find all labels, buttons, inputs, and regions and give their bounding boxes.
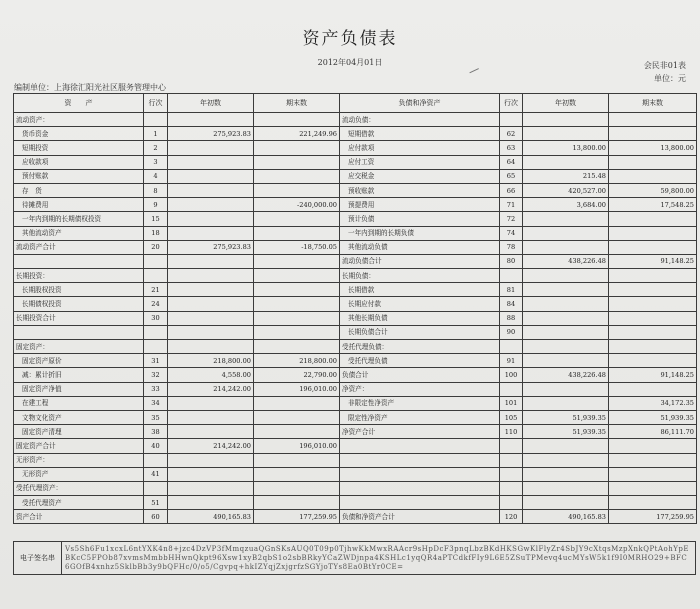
asset-row-no-cell: 30 (144, 311, 168, 325)
asset-end-cell: -18,750.05 (254, 240, 340, 254)
asset-begin-cell (168, 169, 254, 183)
asset-begin-cell (168, 183, 254, 197)
asset-row-no-cell: 8 (144, 183, 168, 197)
table-row (14, 510, 697, 524)
liability-row-no-cell: 81 (500, 283, 523, 297)
table-row (14, 354, 697, 368)
asset-end-cell (254, 113, 340, 127)
asset-end-cell (254, 297, 340, 311)
liability-row-no-cell: 62 (500, 127, 523, 141)
asset-begin-cell (168, 467, 254, 481)
liability-begin-cell (523, 354, 609, 368)
asset-begin-cell (168, 141, 254, 155)
asset-end-cell: 221,249.96 (254, 127, 340, 141)
liability-row-no-cell: 78 (500, 240, 523, 254)
asset-item-cell: 文物文化资产 (14, 410, 144, 424)
asset-item-cell: 资产合计 (14, 510, 144, 524)
liability-begin-cell (523, 453, 609, 467)
liability-row-no-cell: 91 (500, 354, 523, 368)
signature-table (13, 541, 696, 575)
liability-end-cell (609, 382, 697, 396)
table-row (14, 113, 697, 127)
asset-row-no-cell: 21 (144, 283, 168, 297)
asset-item-cell: 应收款项 (14, 155, 144, 169)
table-row (14, 141, 697, 155)
liability-item-cell (340, 467, 500, 481)
liability-row-no-cell (500, 113, 523, 127)
liability-row-no-cell: 63 (500, 141, 523, 155)
asset-row-no-cell: 60 (144, 510, 168, 524)
liability-row-no-cell: 110 (500, 425, 523, 439)
asset-row-no-cell: 4 (144, 169, 168, 183)
liability-end-cell (609, 481, 697, 495)
liability-begin-cell (523, 481, 609, 495)
liability-begin-cell: 438,226.48 (523, 368, 609, 382)
asset-end-cell (254, 340, 340, 354)
asset-row-no-cell (144, 325, 168, 339)
liability-row-no-cell: 100 (500, 368, 523, 382)
liability-end-cell (609, 340, 697, 354)
asset-row-no-cell (144, 269, 168, 283)
asset-item-cell: 减：累计折旧 (14, 368, 144, 382)
liability-row-no-cell (500, 481, 523, 495)
liability-end-cell (609, 127, 697, 141)
asset-row-no-cell: 51 (144, 496, 168, 510)
table-row (14, 212, 697, 226)
liability-end-cell (609, 297, 697, 311)
liability-row-no-cell: 64 (500, 155, 523, 169)
liability-end-cell: 17,548.25 (609, 198, 697, 212)
header-liabilities: 负债和净资产 (340, 94, 500, 113)
asset-item-cell: 长期股权投资 (14, 283, 144, 297)
asset-end-cell (254, 212, 340, 226)
asset-end-cell (254, 325, 340, 339)
liability-begin-cell (523, 496, 609, 510)
asset-begin-cell (168, 496, 254, 510)
liability-item-cell: 流动负债： (340, 113, 500, 127)
liability-row-no-cell (500, 269, 523, 283)
asset-begin-cell (168, 269, 254, 283)
asset-row-no-cell (144, 113, 168, 127)
table-row (14, 155, 697, 169)
liability-item-cell: 其他流动负债 (340, 240, 500, 254)
liability-item-cell: 应付工资 (340, 155, 500, 169)
liability-item-cell: 预提费用 (340, 198, 500, 212)
asset-begin-cell (168, 155, 254, 169)
asset-begin-cell (168, 311, 254, 325)
asset-row-no-cell: 2 (144, 141, 168, 155)
liability-item-cell: 长期应付款 (340, 297, 500, 311)
liability-row-no-cell (500, 439, 523, 453)
asset-row-no-cell (144, 453, 168, 467)
liability-end-cell: 51,939.35 (609, 410, 697, 424)
table-row (14, 425, 697, 439)
table-row (14, 198, 697, 212)
liability-end-cell: 86,111.70 (609, 425, 697, 439)
asset-begin-cell (168, 198, 254, 212)
asset-item-cell: 固定资产原价 (14, 354, 144, 368)
liability-item-cell: 净资产： (340, 382, 500, 396)
asset-item-cell: 固定资产合计 (14, 439, 144, 453)
balance-sheet-table (13, 93, 697, 524)
asset-item-cell: 长期投资： (14, 269, 144, 283)
liability-item-cell: 负债合计 (340, 368, 500, 382)
asset-item-cell: 在建工程 (14, 396, 144, 410)
table-row (14, 297, 697, 311)
header-end-left: 期末数 (254, 94, 340, 113)
asset-item-cell: 受托代理资产： (14, 481, 144, 495)
asset-item-cell: 长期投资合计 (14, 311, 144, 325)
liability-item-cell (340, 453, 500, 467)
liability-item-cell: 应付款项 (340, 141, 500, 155)
liability-row-no-cell (500, 453, 523, 467)
liability-item-cell: 负债和净资产合计 (340, 510, 500, 524)
asset-begin-cell: 275,923.83 (168, 127, 254, 141)
asset-end-cell: -240,000.00 (254, 198, 340, 212)
liability-begin-cell: 51,939.35 (523, 410, 609, 424)
liability-item-cell (340, 481, 500, 495)
liability-row-no-cell: 88 (500, 311, 523, 325)
table-row (14, 481, 697, 495)
asset-begin-cell (168, 425, 254, 439)
liability-begin-cell (523, 155, 609, 169)
asset-end-cell (254, 396, 340, 410)
asset-item-cell: 流动资产合计 (14, 240, 144, 254)
asset-item-cell: 货币资金 (14, 127, 144, 141)
asset-begin-cell (168, 283, 254, 297)
liability-begin-cell: 13,800.00 (523, 141, 609, 155)
liability-row-no-cell: 72 (500, 212, 523, 226)
asset-row-no-cell (144, 254, 168, 268)
liability-end-cell (609, 467, 697, 481)
table-row (14, 325, 697, 339)
liability-item-cell: 流动负债合计 (340, 254, 500, 268)
asset-item-cell: 存 货 (14, 183, 144, 197)
table-row (14, 439, 697, 453)
header-assets: 资 产 (14, 94, 144, 113)
asset-item-cell: 固定资产清理 (14, 425, 144, 439)
liability-item-cell: 长期负债： (340, 269, 500, 283)
asset-begin-cell (168, 297, 254, 311)
liability-end-cell (609, 354, 697, 368)
liability-end-cell: 34,172.35 (609, 396, 697, 410)
asset-item-cell: 短期投资 (14, 141, 144, 155)
liability-begin-cell (523, 325, 609, 339)
asset-end-cell: 177,259.95 (254, 510, 340, 524)
liability-row-no-cell: 74 (500, 226, 523, 240)
liability-row-no-cell (500, 340, 523, 354)
liability-item-cell: 长期负债合计 (340, 325, 500, 339)
asset-begin-cell: 214,242.00 (168, 439, 254, 453)
asset-row-no-cell: 34 (144, 396, 168, 410)
asset-item-cell: 受托代理资产 (14, 496, 144, 510)
asset-row-no-cell: 31 (144, 354, 168, 368)
liability-begin-cell (523, 467, 609, 481)
liability-row-no-cell: 84 (500, 297, 523, 311)
asset-begin-cell (168, 340, 254, 354)
asset-row-no-cell (144, 340, 168, 354)
liability-end-cell (609, 439, 697, 453)
liability-row-no-cell: 90 (500, 325, 523, 339)
table-row (14, 340, 697, 354)
liability-item-cell: 应交税金 (340, 169, 500, 183)
liability-item-cell: 长期借款 (340, 283, 500, 297)
table-row (14, 410, 697, 424)
asset-end-cell: 218,800.00 (254, 354, 340, 368)
liability-begin-cell (523, 439, 609, 453)
liability-end-cell: 177,259.95 (609, 510, 697, 524)
asset-begin-cell (168, 113, 254, 127)
asset-end-cell (254, 283, 340, 297)
table-row (14, 453, 697, 467)
liability-row-no-cell (500, 467, 523, 481)
liability-row-no-cell: 101 (500, 396, 523, 410)
document-title: 资产负债表 (302, 29, 398, 49)
liability-row-no-cell: 80 (500, 254, 523, 268)
asset-begin-cell (168, 410, 254, 424)
liability-row-no-cell: 65 (500, 169, 523, 183)
asset-row-no-cell: 35 (144, 410, 168, 424)
liability-end-cell (609, 212, 697, 226)
table-header-row (14, 94, 697, 113)
asset-row-no-cell: 18 (144, 226, 168, 240)
liability-begin-cell: 438,226.48 (523, 254, 609, 268)
liability-end-cell (609, 283, 697, 297)
asset-end-cell (254, 155, 340, 169)
header-begin-right: 年初数 (523, 94, 609, 113)
asset-item-cell: 无形资产 (14, 467, 144, 481)
liability-item-cell: 受托代理负债： (340, 340, 500, 354)
table-row (14, 226, 697, 240)
liability-end-cell (609, 240, 697, 254)
liability-end-cell (609, 169, 697, 183)
asset-row-no-cell: 1 (144, 127, 168, 141)
liability-begin-cell (523, 382, 609, 396)
liability-item-cell: 一年内到期的长期负债 (340, 226, 500, 240)
liability-item-cell: 其他长期负债 (340, 311, 500, 325)
liability-begin-cell (523, 311, 609, 325)
asset-end-cell (254, 453, 340, 467)
liability-item-cell: 预计负债 (340, 212, 500, 226)
liability-begin-cell (523, 283, 609, 297)
asset-begin-cell: 218,800.00 (168, 354, 254, 368)
liability-begin-cell (523, 226, 609, 240)
liability-end-cell: 91,148.25 (609, 368, 697, 382)
liability-end-cell (609, 311, 697, 325)
liability-begin-cell: 51,939.35 (523, 425, 609, 439)
liability-row-no-cell: 66 (500, 183, 523, 197)
asset-row-no-cell: 32 (144, 368, 168, 382)
liability-item-cell: 预收账款 (340, 183, 500, 197)
asset-end-cell (254, 226, 340, 240)
asset-begin-cell: 4,558.00 (168, 368, 254, 382)
header-row-no-left: 行次 (144, 94, 168, 113)
liability-end-cell (609, 325, 697, 339)
asset-item-cell: 流动资产： (14, 113, 144, 127)
liability-item-cell: 非限定性净资产 (340, 396, 500, 410)
table-row (14, 496, 697, 510)
liability-item-cell (340, 439, 500, 453)
asset-item-cell (14, 254, 144, 268)
asset-end-cell (254, 496, 340, 510)
table-row (14, 269, 697, 283)
asset-begin-cell (168, 453, 254, 467)
asset-row-no-cell: 38 (144, 425, 168, 439)
report-date: 2012年04月01日 (317, 58, 383, 67)
liability-begin-cell (523, 113, 609, 127)
liability-item-cell: 短期借款 (340, 127, 500, 141)
table-row (14, 127, 697, 141)
liability-row-no-cell (500, 382, 523, 396)
asset-row-no-cell: 24 (144, 297, 168, 311)
liability-begin-cell (523, 269, 609, 283)
asset-end-cell (254, 254, 340, 268)
stray-pen-mark (469, 68, 480, 77)
asset-begin-cell: 490,165.83 (168, 510, 254, 524)
asset-begin-cell (168, 325, 254, 339)
asset-item-cell: 长期债权投资 (14, 297, 144, 311)
liability-begin-cell: 3,684.00 (523, 198, 609, 212)
header-end-right: 期末数 (609, 94, 697, 113)
table-row (14, 311, 697, 325)
liability-end-cell (609, 269, 697, 283)
liability-begin-cell (523, 240, 609, 254)
asset-begin-cell (168, 254, 254, 268)
table-row (14, 467, 697, 481)
asset-item-cell: 固定资产： (14, 340, 144, 354)
asset-begin-cell: 214,242.00 (168, 382, 254, 396)
liability-end-cell (609, 226, 697, 240)
asset-row-no-cell: 20 (144, 240, 168, 254)
asset-end-cell: 196,010.00 (254, 439, 340, 453)
asset-end-cell: 196,010.00 (254, 382, 340, 396)
asset-row-no-cell (144, 481, 168, 495)
liability-begin-cell (523, 212, 609, 226)
asset-begin-cell (168, 212, 254, 226)
liability-begin-cell (523, 340, 609, 354)
form-code: 会民非01表 (643, 61, 686, 70)
asset-row-no-cell: 3 (144, 155, 168, 169)
liability-end-cell: 59,800.00 (609, 183, 697, 197)
liability-row-no-cell: 71 (500, 198, 523, 212)
asset-begin-cell (168, 396, 254, 410)
liability-end-cell: 13,800.00 (609, 141, 697, 155)
reporting-organization: 编制单位：上海徐汇阳光社区服务管理中心 (14, 83, 166, 92)
liability-row-no-cell: 120 (500, 510, 523, 524)
asset-end-cell (254, 467, 340, 481)
asset-row-no-cell: 9 (144, 198, 168, 212)
liability-begin-cell: 490,165.83 (523, 510, 609, 524)
asset-item-cell: 其他流动资产 (14, 226, 144, 240)
liability-end-cell (609, 496, 697, 510)
liability-row-no-cell (500, 496, 523, 510)
asset-end-cell (254, 169, 340, 183)
asset-row-no-cell: 41 (144, 467, 168, 481)
asset-item-cell: 待摊费用 (14, 198, 144, 212)
asset-begin-cell (168, 226, 254, 240)
header-begin-left: 年初数 (168, 94, 254, 113)
asset-row-no-cell: 15 (144, 212, 168, 226)
liability-item-cell: 受托代理负债 (340, 354, 500, 368)
asset-end-cell (254, 311, 340, 325)
asset-row-no-cell: 33 (144, 382, 168, 396)
liability-begin-cell (523, 297, 609, 311)
asset-item-cell (14, 325, 144, 339)
asset-end-cell (254, 141, 340, 155)
table-row (14, 183, 697, 197)
asset-item-cell: 预付账款 (14, 169, 144, 183)
table-row (14, 368, 697, 382)
liability-item-cell: 净资产合计 (340, 425, 500, 439)
liability-begin-cell (523, 127, 609, 141)
liability-end-cell (609, 155, 697, 169)
liability-end-cell (609, 453, 697, 467)
signature-string: Vs5Sh6Fu1xcxL6ntYXK4n8+jzc4DzVP3fMmqzuaQGnSKsAUQ0T09p0TjhwKkMwxRAAcr9sHpDcF3pnqLbzBKdHKSGwKlFlyZr4SbJY9cXtqsMzpXnkQPtAohYpEBKcC5FPOb87xvmsMmbbHHwnQkpt96Xsw1xyB2qbS1o2sbBRkyYCaZWDjnpa4KSHLc1yqQR4aPTCdkfFIy9L6E5ZSuTPMevq4ucMYsW5k1f9I0MRHO29+BFC6GOfB4xnhz5SklbBb3y9bQFHc/0/o5/Cgvpq+hkIZYqjZxjgrfzSGYjoTYs8Ea0BtYr0CE= (62, 542, 696, 575)
asset-item-cell: 无形资产： (14, 453, 144, 467)
asset-begin-cell (168, 481, 254, 495)
liability-end-cell (609, 113, 697, 127)
table-row (14, 254, 697, 268)
table-row (14, 382, 697, 396)
liability-begin-cell: 215.48 (523, 169, 609, 183)
liability-item-cell: 限定性净资产 (340, 410, 500, 424)
header-row-no-right: 行次 (500, 94, 523, 113)
asset-end-cell (254, 481, 340, 495)
asset-begin-cell: 275,923.83 (168, 240, 254, 254)
asset-item-cell: 固定资产净值 (14, 382, 144, 396)
asset-end-cell (254, 425, 340, 439)
table-row (14, 240, 697, 254)
liability-row-no-cell: 105 (500, 410, 523, 424)
table-row (14, 169, 697, 183)
liability-begin-cell: 420,527.00 (523, 183, 609, 197)
asset-end-cell (254, 269, 340, 283)
asset-end-cell (254, 410, 340, 424)
currency-unit: 单位：元 (654, 74, 686, 83)
signature-label: 电子签名串 (14, 542, 62, 575)
asset-end-cell (254, 183, 340, 197)
liability-end-cell: 91,148.25 (609, 254, 697, 268)
asset-item-cell: 一年内到期的长期债权投资 (14, 212, 144, 226)
liability-begin-cell (523, 396, 609, 410)
table-row (14, 396, 697, 410)
table-row (14, 283, 697, 297)
asset-end-cell: 22,790.00 (254, 368, 340, 382)
asset-row-no-cell: 40 (144, 439, 168, 453)
liability-item-cell (340, 496, 500, 510)
